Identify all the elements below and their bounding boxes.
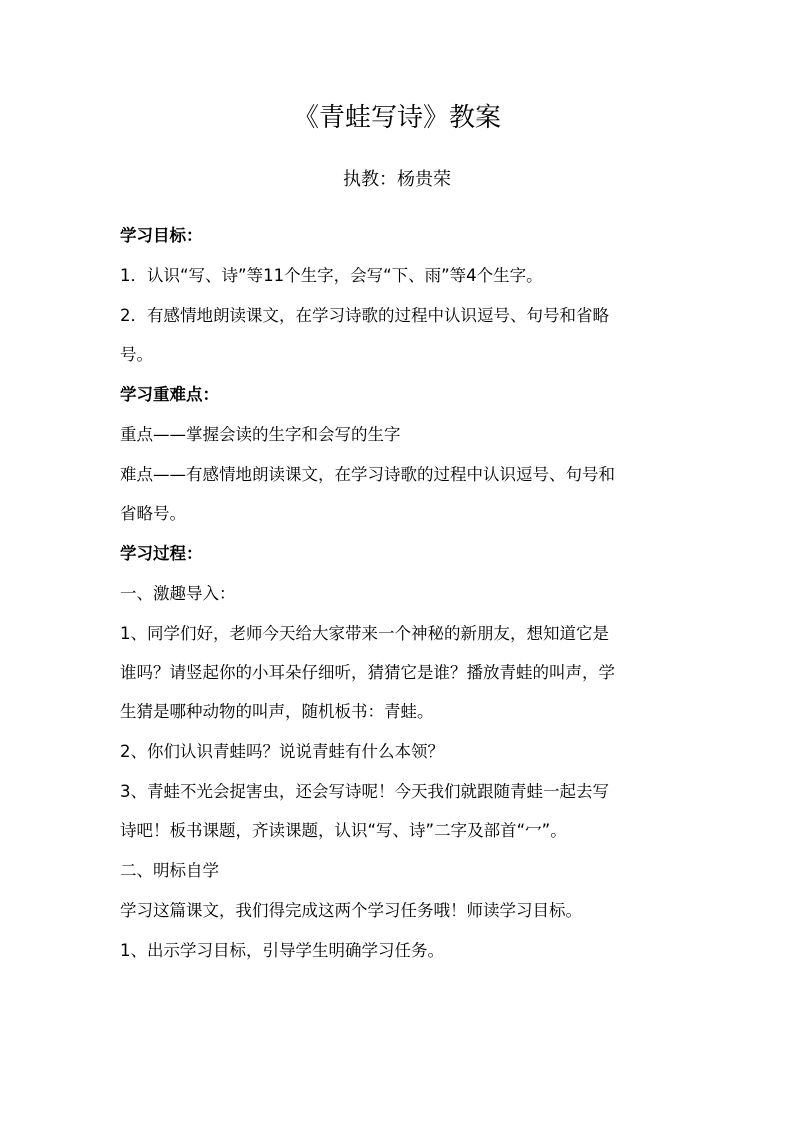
- paragraph-key-point: 重点——掌握会读的生字和会写的生字: [120, 425, 401, 444]
- paragraph-intro-3-continuation: 诗吧！板书课题，齐读课题，认识“写、诗”二字及部首“冖”。: [120, 821, 567, 840]
- paragraph-difficult-point: 难点——有感情地朗读课文，在学习诗歌的过程中认识逗号、句号和: [120, 465, 615, 484]
- author-line: 执教：杨贵荣: [343, 169, 451, 190]
- paragraph-self-study-intro: 学习这篇课文，我们得完成这两个学习任务哦！师读学习目标。: [120, 901, 582, 920]
- heading-key-difficult-points: 学习重难点：: [120, 385, 219, 404]
- paragraph-intro-1: 1、同学们好，老师今天给大家带来一个神秘的新朋友，想知道它是: [120, 624, 609, 643]
- paragraph-goal-2-continuation: 号。: [120, 345, 153, 364]
- paragraph-intro-1-line-3: 生猜是哪种动物的叫声，随机板书：青蛙。: [120, 702, 434, 721]
- paragraph-difficult-point-continuation: 省略号。: [120, 504, 186, 523]
- heading-learning-goals: 学习目标：: [120, 226, 203, 245]
- paragraph-self-study-1: 1、出示学习目标，引导学生明确学习任务。: [120, 941, 444, 960]
- document-body: [120, 226, 676, 961]
- paragraph-intro-2: 2、你们认识青蛙吗？说说青蛙有什么本领？: [120, 742, 444, 761]
- document-title: 《青蛙写诗》教案: [292, 103, 501, 133]
- paragraph-intro-3: 3、青蛙不光会捉害虫，还会写诗呢！今天我们就跟随青蛙一起去写: [120, 782, 609, 801]
- paragraph-goal-1: 1．认识“写、诗”等11个生字，会写“下、雨”等4个生字。: [120, 266, 543, 285]
- paragraph-goal-2: 2．有感情地朗读课文，在学习诗歌的过程中认识逗号、句号和省略: [120, 306, 609, 325]
- paragraph-intro-1-line-2: 谁吗？请竖起你的小耳朵仔细听，猜猜它是谁？播放青蛙的叫声，学: [120, 663, 615, 682]
- section-heading-intro: 一、激趣导入：: [120, 584, 236, 603]
- section-heading-self-study: 二、明标自学: [120, 861, 219, 880]
- heading-learning-process: 学习过程：: [120, 544, 203, 563]
